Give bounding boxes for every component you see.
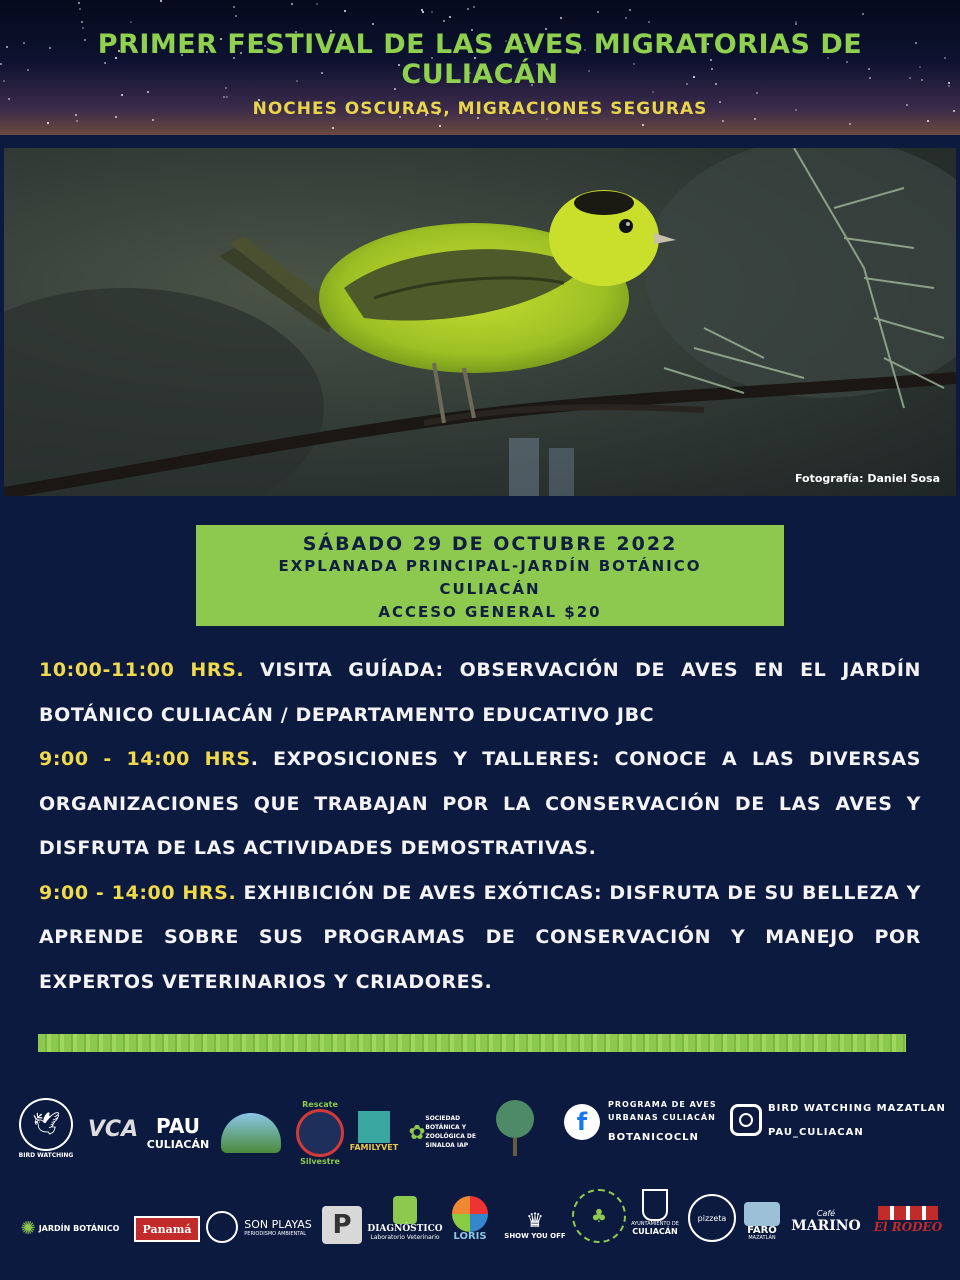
logo-text: MARINO — [791, 1217, 861, 1234]
bird-watching-mazatlan-logo — [16, 1098, 76, 1160]
star — [226, 96, 228, 98]
cactus-icon: ♣ — [572, 1189, 626, 1243]
star — [443, 20, 445, 22]
tree-icon — [496, 1100, 534, 1138]
schedule — [39, 648, 921, 1004]
star — [233, 6, 235, 8]
logo-text: PAU — [156, 1113, 200, 1138]
star — [76, 120, 78, 122]
star — [862, 13, 864, 15]
schedule-item — [39, 871, 921, 1005]
green-divider — [38, 1034, 906, 1052]
logo-text: FAMILYVET — [349, 1142, 399, 1152]
star — [449, 16, 451, 18]
facebook-text — [608, 1098, 717, 1144]
logo-subtext: PERIODISMO AMBIENTAL — [244, 1230, 307, 1237]
instagram-text — [768, 1102, 946, 1139]
star — [316, 3, 318, 5]
star — [756, 92, 758, 94]
logo-subtext: Silvestre — [300, 1157, 340, 1166]
star — [722, 120, 724, 122]
logo-text: AYUNTAMIENTO DE — [631, 1220, 679, 1227]
star — [82, 27, 84, 29]
star — [625, 17, 627, 19]
familyvet-logo — [344, 1106, 404, 1156]
star — [431, 11, 433, 13]
star — [160, 0, 162, 2]
logo-text: El RODEO — [873, 1220, 943, 1234]
page-subtitle: NOCHES OSCURAS, MIGRACIONES SEGURAS — [252, 99, 708, 119]
star — [81, 21, 83, 23]
event-access: ACCESO GENERAL $20 — [378, 603, 602, 621]
logo-subtext: MAZATLÁN — [748, 1234, 776, 1241]
bird-illustration — [4, 148, 956, 496]
star — [560, 17, 562, 19]
loris-logo — [448, 1190, 492, 1246]
logo-text: SOCIEDAD BOTÁNICA Y ZOOLÓGICA DE SINALOA IAP — [425, 1115, 477, 1149]
star — [235, 15, 237, 17]
paw-icon — [358, 1111, 390, 1143]
instagram-handle[interactable]: PAU_CULIACAN — [768, 1127, 864, 1138]
vca-logo — [78, 1112, 148, 1146]
star — [795, 23, 797, 25]
star — [332, 127, 334, 129]
schedule-text: VISITA GUÍADA: OBSERVACIÓN DE AVES EN EL JARDÍN BOTÁNICO CULIACÁN / DEPARTAMENTO EDUCATIVO JBC — [39, 659, 921, 726]
facebook-icon[interactable]: f — [564, 1104, 600, 1140]
star — [47, 122, 49, 124]
star — [642, 124, 644, 126]
star — [629, 9, 631, 11]
logo-text: DIAGNÓSTICO — [367, 1223, 443, 1234]
pau-culiacan-logo — [144, 1106, 212, 1158]
event-venue-line-2: CULIACÁN — [439, 580, 541, 598]
event-info-box — [196, 525, 784, 626]
star — [421, 9, 423, 11]
star — [223, 96, 225, 98]
sun-icon: ✺ — [20, 1217, 36, 1239]
logo-subtext: CULIACÁN — [146, 1137, 210, 1151]
logo-subtext: Café — [816, 1208, 836, 1218]
cactus-logo — [572, 1178, 626, 1254]
ayuntamiento-logo — [624, 1180, 686, 1244]
schedule-item — [39, 648, 921, 737]
photo-credit: Fotografía: Daniel Sosa — [794, 472, 940, 485]
logo-subtext: Laboratorio Veterinario — [370, 1233, 440, 1241]
logo-text: JARDÍN BOTÁNICO — [38, 1223, 120, 1233]
facebook-label-2: URBANAS CULIACÁN — [608, 1113, 716, 1122]
star — [597, 11, 599, 13]
logo-text: Panamá — [142, 1222, 192, 1236]
bird-icon — [296, 1109, 344, 1157]
star — [79, 8, 81, 10]
bird-icon: 🕊 — [19, 1098, 73, 1151]
wave-icon — [206, 1211, 238, 1243]
header-banner — [0, 0, 960, 135]
show-you-off-logo — [504, 1204, 566, 1244]
logo-text: VCA — [87, 1116, 139, 1142]
star — [130, 21, 132, 23]
logo-subtext: CULIACÁN — [632, 1226, 678, 1236]
p-logo: P — [322, 1206, 362, 1244]
schedule-text: . EXPOSICIONES Y TALLERES: CONOCE A LAS DIVERSAS ORGANIZACIONES QUE TRABAJAN POR LA CONSERVACIÓN DE LAS AVES Y DISFRUTA DE LAS ACTIVIDADES DEMOSTRATIVAS. — [39, 748, 921, 859]
schedule-item — [39, 737, 921, 871]
star — [467, 8, 469, 10]
star — [648, 21, 650, 23]
title-line-1: PRIMER FESTIVAL DE LAS AVES MIGRATORIAS DE — [97, 29, 863, 60]
cafe-marino-logo — [788, 1200, 864, 1242]
el-rodeo-logo — [872, 1198, 944, 1242]
facebook-label-1: PROGRAMA DE AVES — [608, 1100, 717, 1109]
star — [849, 123, 851, 125]
schedule-text: EXHIBICIÓN DE AVES EXÓTICAS: DISFRUTA DE SU BELLEZA Y APRENDE SOBRE SUS PROGRAMAS DE CONSERVACIÓN Y MANEJO POR EXPERTOS VETERINARIOS Y CRIADORES. — [39, 881, 921, 993]
star — [344, 10, 346, 12]
event-venue-line-1: EXPLANADA PRINCIPAL-JARDÍN BOTÁNICO — [278, 557, 702, 575]
star — [473, 6, 475, 8]
jardin-botanico-logo — [20, 1214, 120, 1242]
mountain-icon — [221, 1113, 281, 1153]
logo-text: pizzeta — [697, 1213, 727, 1223]
lighthouse-icon — [744, 1202, 780, 1226]
shield-icon — [642, 1189, 668, 1221]
tree-trunk — [513, 1138, 517, 1156]
page-title — [0, 30, 960, 90]
title-line-2: CULIACÁN — [401, 59, 559, 90]
crown-icon: ♛ — [526, 1207, 544, 1232]
star — [372, 23, 374, 25]
logo-text: SON PLAYAS — [244, 1217, 312, 1231]
caduceus-icon — [393, 1196, 417, 1224]
star — [121, 94, 123, 96]
panama-logo — [134, 1216, 200, 1242]
star — [652, 91, 654, 93]
star — [291, 3, 293, 5]
event-date: SÁBADO 29 DE OCTUBRE 2022 — [302, 533, 678, 555]
logo-text: SHOW YOU OFF — [504, 1231, 566, 1240]
logo-text: BIRD WATCHING — [18, 1152, 74, 1159]
facebook-handle[interactable]: BOTANICOCLN — [608, 1132, 699, 1143]
faro-logo — [740, 1196, 784, 1246]
star — [422, 11, 424, 13]
schedule-time: 10:00-11:00 HRS. — [39, 659, 245, 681]
schedule-time: 9:00 - 14:00 HRS — [39, 748, 251, 770]
parrot-icon — [452, 1196, 488, 1232]
instagram-icon[interactable] — [730, 1104, 762, 1136]
star — [78, 2, 80, 4]
schedule-time: 9:00 - 14:00 HRS. — [39, 881, 237, 904]
star — [439, 125, 441, 127]
rescate-silvestre-logo — [294, 1100, 346, 1166]
logo-text: FARO — [747, 1224, 777, 1236]
logo-text: LORIS — [453, 1230, 487, 1242]
landscape-logo — [218, 1108, 284, 1158]
diagnostico-logo — [368, 1190, 442, 1246]
pizza-icon — [688, 1194, 736, 1242]
logo-text: Rescate — [302, 1100, 338, 1109]
son-playas-logo — [204, 1210, 314, 1244]
star — [927, 120, 929, 122]
bird-photo — [4, 148, 956, 496]
flag-icon — [878, 1206, 938, 1220]
tree-logo — [494, 1094, 536, 1162]
sociedad-botanica-logo — [404, 1110, 490, 1154]
leaf-icon: ✿ — [408, 1120, 426, 1144]
instagram-label: BIRD WATCHING MAZATLAN — [768, 1103, 946, 1114]
star — [147, 91, 149, 93]
pizzeta-logo — [688, 1194, 736, 1242]
star — [152, 119, 154, 121]
